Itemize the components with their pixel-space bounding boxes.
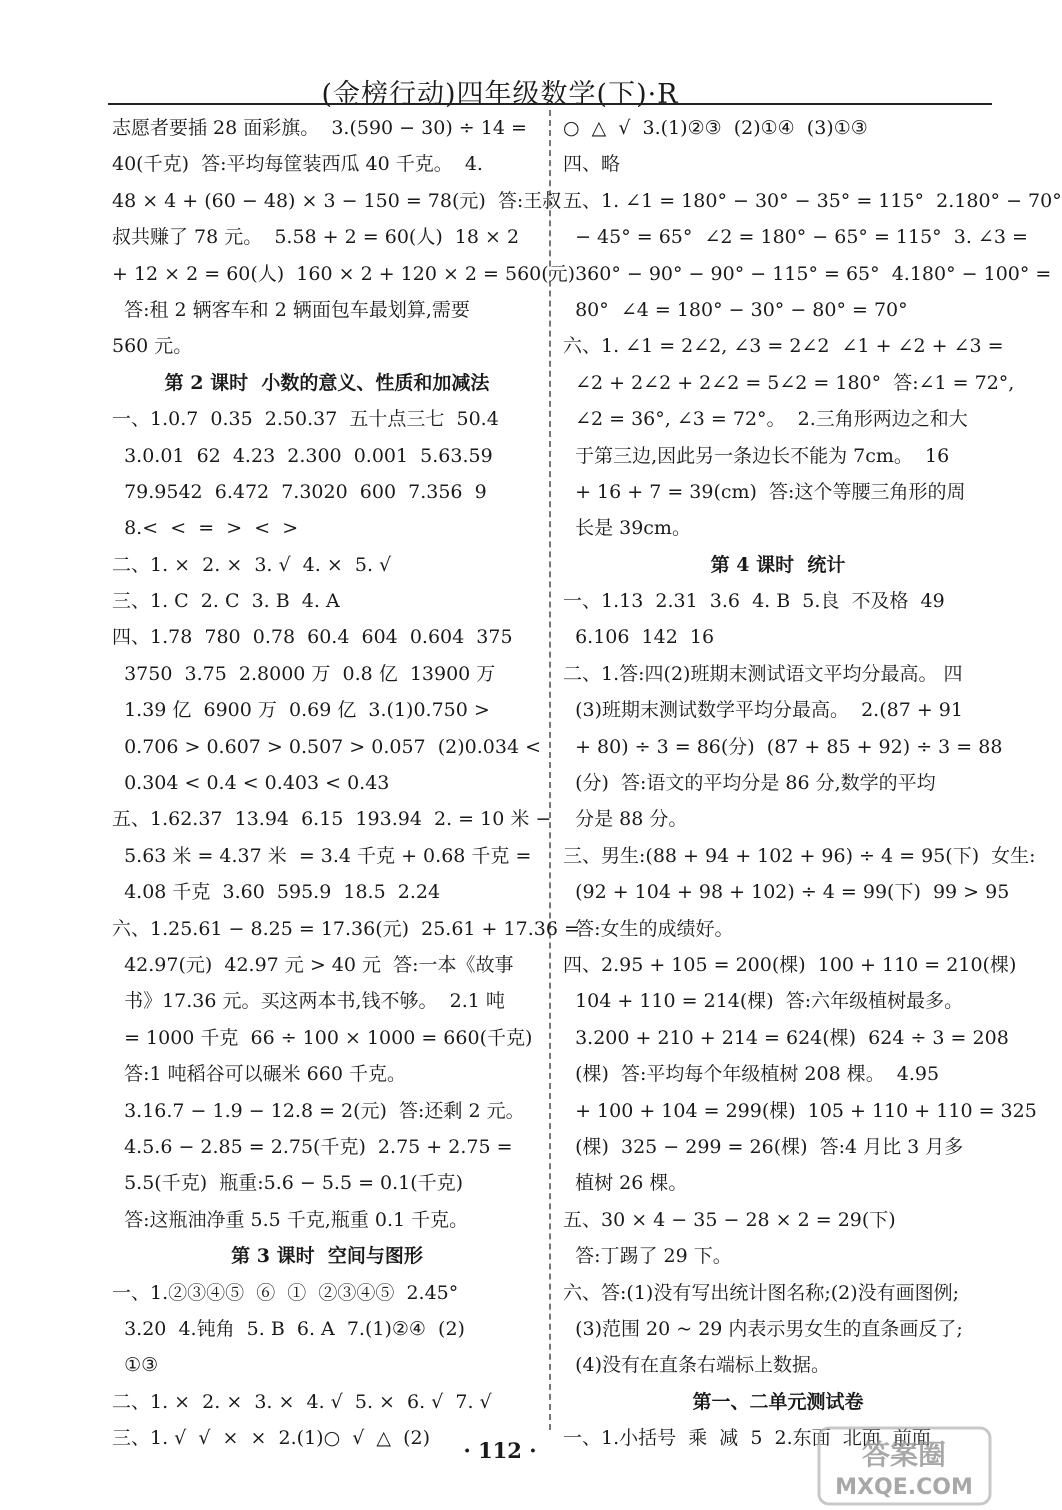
answer-line: 于第三边,因此另一条边长不能为 7cm。 16 <box>563 444 950 467</box>
watermark-text: 答案圈 <box>861 1438 947 1471</box>
answer-line: 答:丁踢了 29 下。 <box>563 1245 732 1268</box>
answer-line: 五、1. ∠1 = 180° − 30° − 35° = 115° 2.180° − 70° <box>563 189 1062 212</box>
answer-line: 四、略 <box>563 153 621 176</box>
answer-line: 3.0.01 62 4.23 2.300 0.001 5.63.59 <box>112 444 493 467</box>
answer-line: 3.20 4.钝角 5. B 6. A 7.(1)②④ (2) <box>112 1317 465 1340</box>
answer-line: 答:这瓶油净重 5.5 千克,瓶重 0.1 千克。 <box>112 1208 469 1231</box>
answer-line: (分) 答:语文的平均分是 86 分,数学的平均 <box>563 772 936 795</box>
answer-line: 3.16.7 − 1.9 − 12.8 = 2(元) 答:还剩 2 元。 <box>112 1099 525 1122</box>
answer-line: 四、1.78 780 0.78 60.4 604 0.604 375 <box>112 626 513 649</box>
answer-line: (4)没有在直条右端标上数据。 <box>563 1354 830 1377</box>
column-divider <box>549 110 551 1430</box>
answer-line: 五、30 × 4 − 35 − 28 × 2 = 29(下) <box>563 1208 896 1231</box>
answer-line: 48 × 4 + (60 − 48) × 3 − 150 = 78(元) 答:王叔 <box>112 189 562 212</box>
answer-line: 四、2.95 + 105 = 200(棵) 100 + 110 = 210(棵) <box>563 953 1017 976</box>
answer-line: ○ △ √ 3.(1)②③ (2)①④ (3)①③ <box>563 117 868 139</box>
answer-line: 40(千克) 答:平均每筐装西瓜 40 千克。 4. <box>112 153 483 176</box>
right-column <box>563 110 1062 1456</box>
answer-line: 一、1.0.7 0.35 2.50.37 五十点三七 50.4 <box>112 408 499 431</box>
answer-line: + 16 + 7 = 39(cm) 答:这个等腰三角形的周 <box>563 480 966 503</box>
answer-line: 二、1. × 2. × 3. √ 4. × 5. √ <box>112 553 392 576</box>
answer-line: 3750 3.75 2.8000 万 0.8 亿 13900 万 <box>112 662 496 685</box>
answer-line: 0.706 > 0.607 > 0.507 > 0.057 (2)0.034 < <box>112 735 541 758</box>
answer-line: 三、1. √ √ × × 2.(1)○ √ △ (2) <box>112 1427 431 1450</box>
answer-line: 六、答:(1)没有写出统计图名称;(2)没有画图例; <box>563 1281 960 1304</box>
answer-line: 叔共赚了 78 元。 5.58 + 2 = 60(人) 18 × 2 <box>112 226 520 249</box>
answer-line: 植树 26 棵。 <box>563 1172 688 1195</box>
answer-line: (棵) 325 − 299 = 26(棵) 答:4 月比 3 月多 <box>563 1135 964 1158</box>
answer-line: 一、1.13 2.31 3.6 4. B 5.良 不及格 49 <box>563 590 945 613</box>
answer-line: 5.5(千克) 瓶重:5.6 − 5.5 = 0.1(千克) <box>112 1172 464 1195</box>
watermark-url: MXQE.COM <box>835 1475 973 1500</box>
answer-line: 一、1.②③④⑤ ⑥ ① ②③④⑤ 2.45° <box>112 1281 459 1304</box>
watermark-logo <box>817 1426 992 1506</box>
answer-line: 560 元。 <box>112 335 193 358</box>
page-number: · 112 · <box>463 1438 537 1463</box>
answer-line: 3.200 + 210 + 214 = 624(棵) 624 ÷ 3 = 208 <box>563 1026 1009 1049</box>
answer-line: 二、1. × 2. × 3. × 4. √ 5. × 6. √ 7. √ <box>112 1390 492 1413</box>
answer-line: 长是 39cm。 <box>563 517 691 540</box>
answer-line: + 100 + 104 = 299(棵) 105 + 110 + 110 = 325 <box>563 1099 1037 1122</box>
book-title-header: (金榜行动)四年级数学(下)·R <box>321 79 679 110</box>
section-heading: 第一、二单元测试卷 <box>692 1390 864 1413</box>
answer-line: 5.63 米 = 4.37 米 = 3.4 千克 + 0.68 千克 = <box>112 844 532 867</box>
header-rule <box>108 103 992 105</box>
answer-line: 一、1.小括号 乘 减 5 2.东面 北面 前面 <box>563 1427 931 1450</box>
answer-line: 五、1.62.37 13.94 6.15 193.94 2. = 10 米 − <box>112 808 552 831</box>
answer-line: 79.9542 6.472 7.3020 600 7.356 9 <box>112 480 487 503</box>
answer-line: 104 + 110 = 214(棵) 答:六年级植树最多。 <box>563 990 964 1013</box>
answer-line: 80° ∠4 = 180° − 30° − 80° = 70° <box>563 298 908 321</box>
answer-line: 360° − 90° − 90° − 115° = 65° 4.180° − 100° = <box>563 262 1052 285</box>
answer-line: + 80) ÷ 3 = 86(分) (87 + 85 + 92) ÷ 3 = 88 <box>563 735 1003 758</box>
answer-line: ∠2 = 36°, ∠3 = 72°。 2.三角形两边之和大 <box>563 408 968 431</box>
answer-line: 六、1. ∠1 = 2∠2, ∠3 = 2∠2 ∠1 + ∠2 + ∠3 = <box>563 335 1004 358</box>
answer-line: (92 + 104 + 98 + 102) ÷ 4 = 99(下) 99 > 95 <box>563 881 1010 904</box>
answer-line: 答:1 吨稻谷可以碾米 660 千克。 <box>112 1063 406 1086</box>
answer-line: 二、1.答:四(2)班期末测试语文平均分最高。 四 <box>563 662 963 685</box>
answer-line: 1.39 亿 6900 万 0.69 亿 3.(1)0.750 > <box>112 699 490 722</box>
answer-line: 答:租 2 辆客车和 2 辆面包车最划算,需要 <box>112 298 470 321</box>
answer-line: 三、1. C 2. C 3. B 4. A <box>112 590 340 613</box>
answer-line: 4.5.6 − 2.85 = 2.75(千克) 2.75 + 2.75 = <box>112 1135 513 1158</box>
section-heading: 第 2 课时 小数的意义、性质和加减法 <box>164 371 490 394</box>
section-heading: 第 3 课时 空间与图形 <box>231 1245 423 1268</box>
answer-line: 六、1.25.61 − 8.25 = 17.36(元) 25.61 + 17.36 = <box>112 917 580 940</box>
answer-line: 6.106 142 16 <box>563 626 715 649</box>
answer-line: = 1000 千克 66 ÷ 100 × 1000 = 660(千克) <box>112 1026 533 1049</box>
answer-line: 42.97(元) 42.97 元 > 40 元 答:一本《故事 <box>112 953 514 976</box>
answer-line: 三、男生:(88 + 94 + 102 + 96) ÷ 4 = 95(下) 女生: <box>563 844 1036 867</box>
answer-line: 志愿者要插 28 面彩旗。 3.(590 − 30) ÷ 14 = <box>112 117 527 139</box>
answer-line: ∠2 + 2∠2 + 2∠2 = 5∠2 = 180° 答:∠1 = 72°, <box>563 371 1015 394</box>
answer-line: 书》17.36 元。买这两本书,钱不够。 2.1 吨 <box>112 990 505 1013</box>
answer-line: 答:女生的成绩好。 <box>563 917 734 940</box>
answer-line: 8.< < = > < > <box>112 517 299 540</box>
answer-line: (棵) 答:平均每个年级植树 208 棵。 4.95 <box>563 1063 940 1086</box>
answer-line: 0.304 < 0.4 < 0.403 < 0.43 <box>112 772 390 795</box>
answer-line: 分是 88 分。 <box>563 808 688 831</box>
section-heading: 第 4 课时 统计 <box>710 553 846 576</box>
left-column <box>112 110 580 1456</box>
answer-line: (3)范围 20 ~ 29 内表示男女生的直条画反了; <box>563 1317 963 1340</box>
answer-line: + 12 × 2 = 60(人) 160 × 2 + 120 × 2 = 560(元) <box>112 262 576 285</box>
answer-line: ①③ <box>112 1354 159 1377</box>
answer-line: − 45° = 65° ∠2 = 180° − 65° = 115° 3. ∠3 = <box>563 226 1028 249</box>
answer-line: (3)班期末测试数学平均分最高。 2.(87 + 91 <box>563 699 963 722</box>
answer-line: 4.08 千克 3.60 595.9 18.5 2.24 <box>112 881 441 904</box>
